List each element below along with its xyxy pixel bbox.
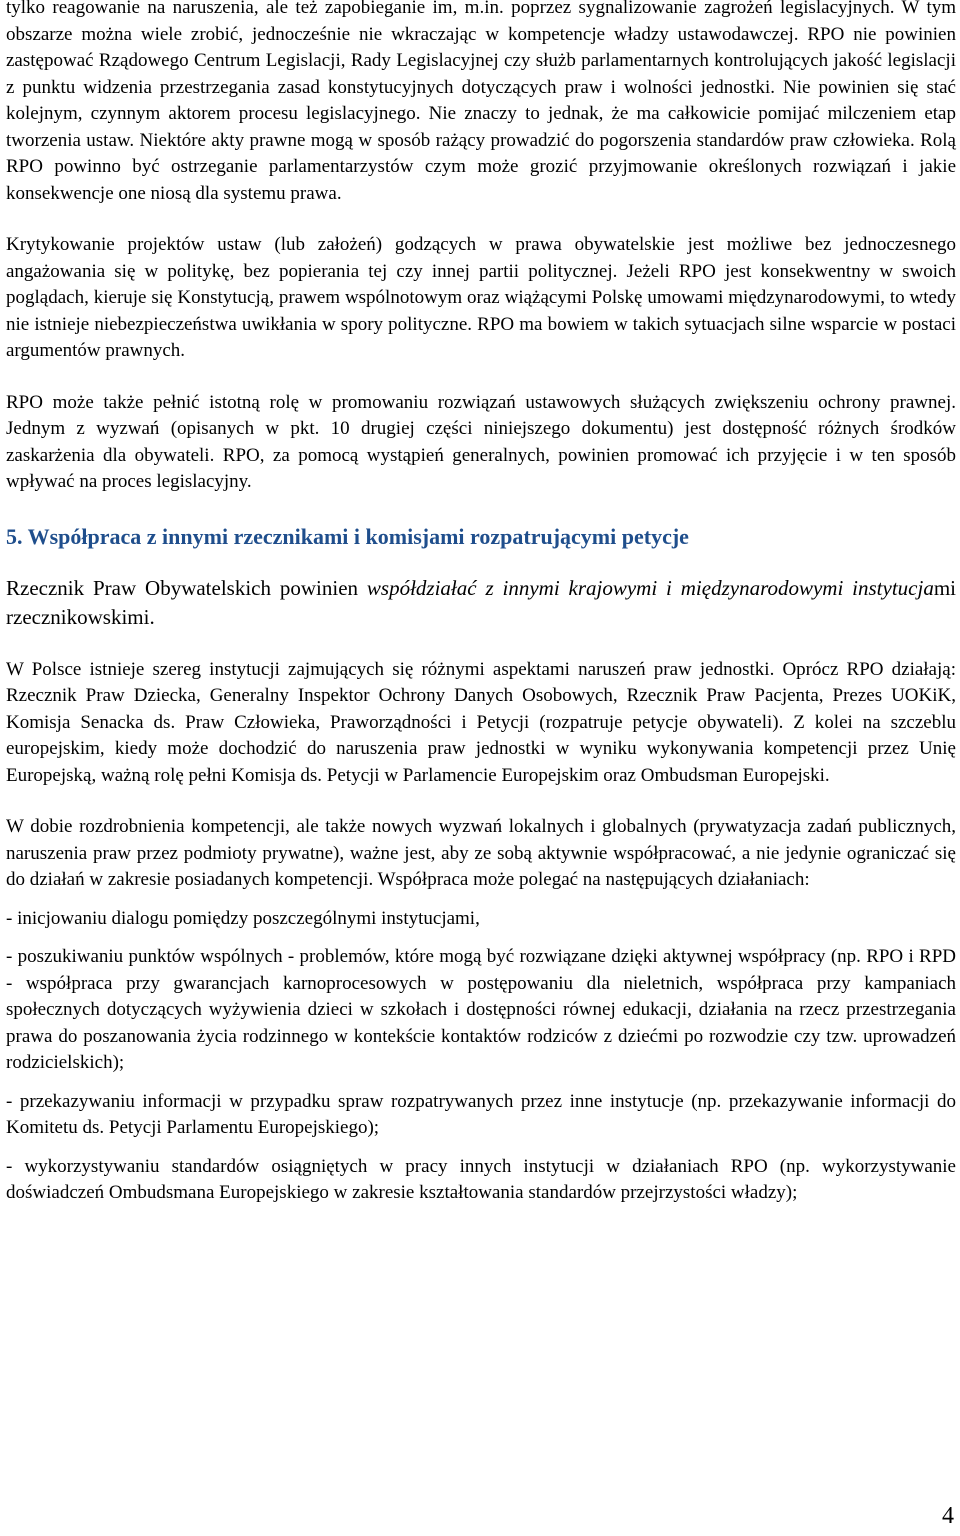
section-heading: 5. Współpraca z innymi rzecznikami i komisjami rozpatrującymi petycje [6,523,689,549]
lead-paragraph [6,574,956,632]
paragraph-criticizing-bills: Krytykowanie projektów ustaw (lub założeń) godzących w prawa obywatelskie jest możliwe bez jednoczesnego angażowania się w politykę, bez popierania tej czy innej partii politycznej. Jeżeli RPO jest konsekwentny w swoich poglądach, kieruje się Konstytucją, prawem wspólnotowym oraz wiążącymi Polskę umowami międzynarodowymi, to wtedy nie istnieje niebezpieczeństwa uwikłania w spory polityczne. RPO ma bowiem w takich sytuacjach silne wsparcie w postaci argumentów prawnych. [6,234,956,361]
lead-text-start: Rzecznik Praw Obywatelskich powinien [6,575,367,600]
list-item: - wykorzystywaniu standardów osiągniętych w pracy innych instytucji w działaniach RPO (np. wykorzystywanie doświadczeń Ombudsmana Europejskiego w zakresie kształtowania standardów przejrzystości władzy); [6,1155,956,1203]
list-item: - poszukiwaniu punktów wspólnych - problemów, które mogą być rozwiązane dzięki aktywnej współpracy (np. RPO i RPD - współpraca przy gwarancjach karnoprocesowych w postępowaniu dla nieletnich, współpraca przy kampaniach społecznych dotyczących wyżywienia dzieci w szkołach i dostępności równej edukacji, działania na rzecz przestrzegania prawa do poszanowania życia rodzinnego w kontekście kontaktów rodziców z dziećmi po rozwodzie czy tzw. uprowadzeń rodzicielskich); [6,946,956,1073]
document-page [6,0,956,1207]
paragraph-legislative-threats: tylko reagowanie na naruszenia, ale też zapobieganie im, m.in. poprzez sygnalizowanie zagrożeń legislacyjnych. W tym obszarze można wiele zrobić, jednocześnie nie wkraczając w kompetencje władzy ustawodawczej. RPO nie powinien zastępować Rządowego Centrum Legislacji, Rady Legislacyjnej czy służb parlamentarnych kontrolujących jakość legislacji z punktu widzenia przestrzegania zasad konstytucyjnych dotyczących praw i wolności jednostki. Nie powinien się stać kolejnym, czynnym aktorem procesu legislacyjnego. Nie znaczy to jednak, że ma całkowicie pomijać milczeniem etap tworzenia ustaw. Niektóre akty prawne mogą w sposób rażący prowadzić do pogorszenia standardów praw człowieka. Rolą RPO powinno być ostrzeganie parlamentarzystów czym może grozić przyjmowanie określonych rozwiązań i jakie konsekwencje one niosą dla systemu prawa. [6,0,956,204]
list-item: - inicjowaniu dialogu pomiędzy poszczególnymi instytucjami, [6,907,480,929]
paragraph-institutions-poland: W Polsce istnieje szereg instytucji zajmujących się różnymi aspektami naruszeń praw jednostki. Oprócz RPO działają: Rzecznik Praw Dziecka, Generalny Inspektor Ochrony Danych Osobowych, Rzecznik Praw Pacjenta, Prezes UOKiK, Komisja Senacka ds. Praw Człowieka, Praworządności i Petycji (rozpatruje petycje obywateli). Z kolei na szczeblu europejskim, kiedy może dochodzić do naruszenia praw jednostki w wyniku wykonywania kompetencji przez Unię Europejską, ważną rolę pełni Komisja ds. Petycji w Parlamencie Europejskim oraz Ombudsman Europejski. [6,658,956,786]
paragraph-cooperation: W dobie rozdrobnienia kompetencji, ale także nowych wyzwań lokalnych i globalnych (prywatyzacja zadań publicznych, naruszenia praw przez podmioty prywatne), ważne jest, aby ze sobą aktywnie współpracować, a nie jedynie ograniczać się do działań w zakresie posiadanych kompetencji. Współpraca może polegać na następujących działaniach: [6,816,956,890]
lead-text-end: mi rzecznikowskimi. [6,575,956,629]
paragraph-promoting-solutions: RPO może także pełnić istotną rolę w promowaniu rozwiązań ustawowych służących zwiększeniu ochrony prawnej. Jednym z wyzwań (opisanych w pkt. 10 drugiej części niniejszego dokumentu) jest dostępność różnych środków zaskarżenia dla obywateli. RPO, za pomocą wystąpień generalnych, powinien promować ich przyjęcie i w ten sposób wpływać na proces legislacyjny. [6,391,956,492]
page-number: 4 [942,1503,954,1529]
list-item: - przekazywaniu informacji w przypadku spraw rozpatrywanych przez inne instytucje (np. przekazywanie informacji do Komitetu ds. Petycji Parlamentu Europejskiego); [6,1090,956,1138]
lead-text-italic: współdziałać z innymi krajowymi i międzynarodowymi instytucja [366,575,934,600]
